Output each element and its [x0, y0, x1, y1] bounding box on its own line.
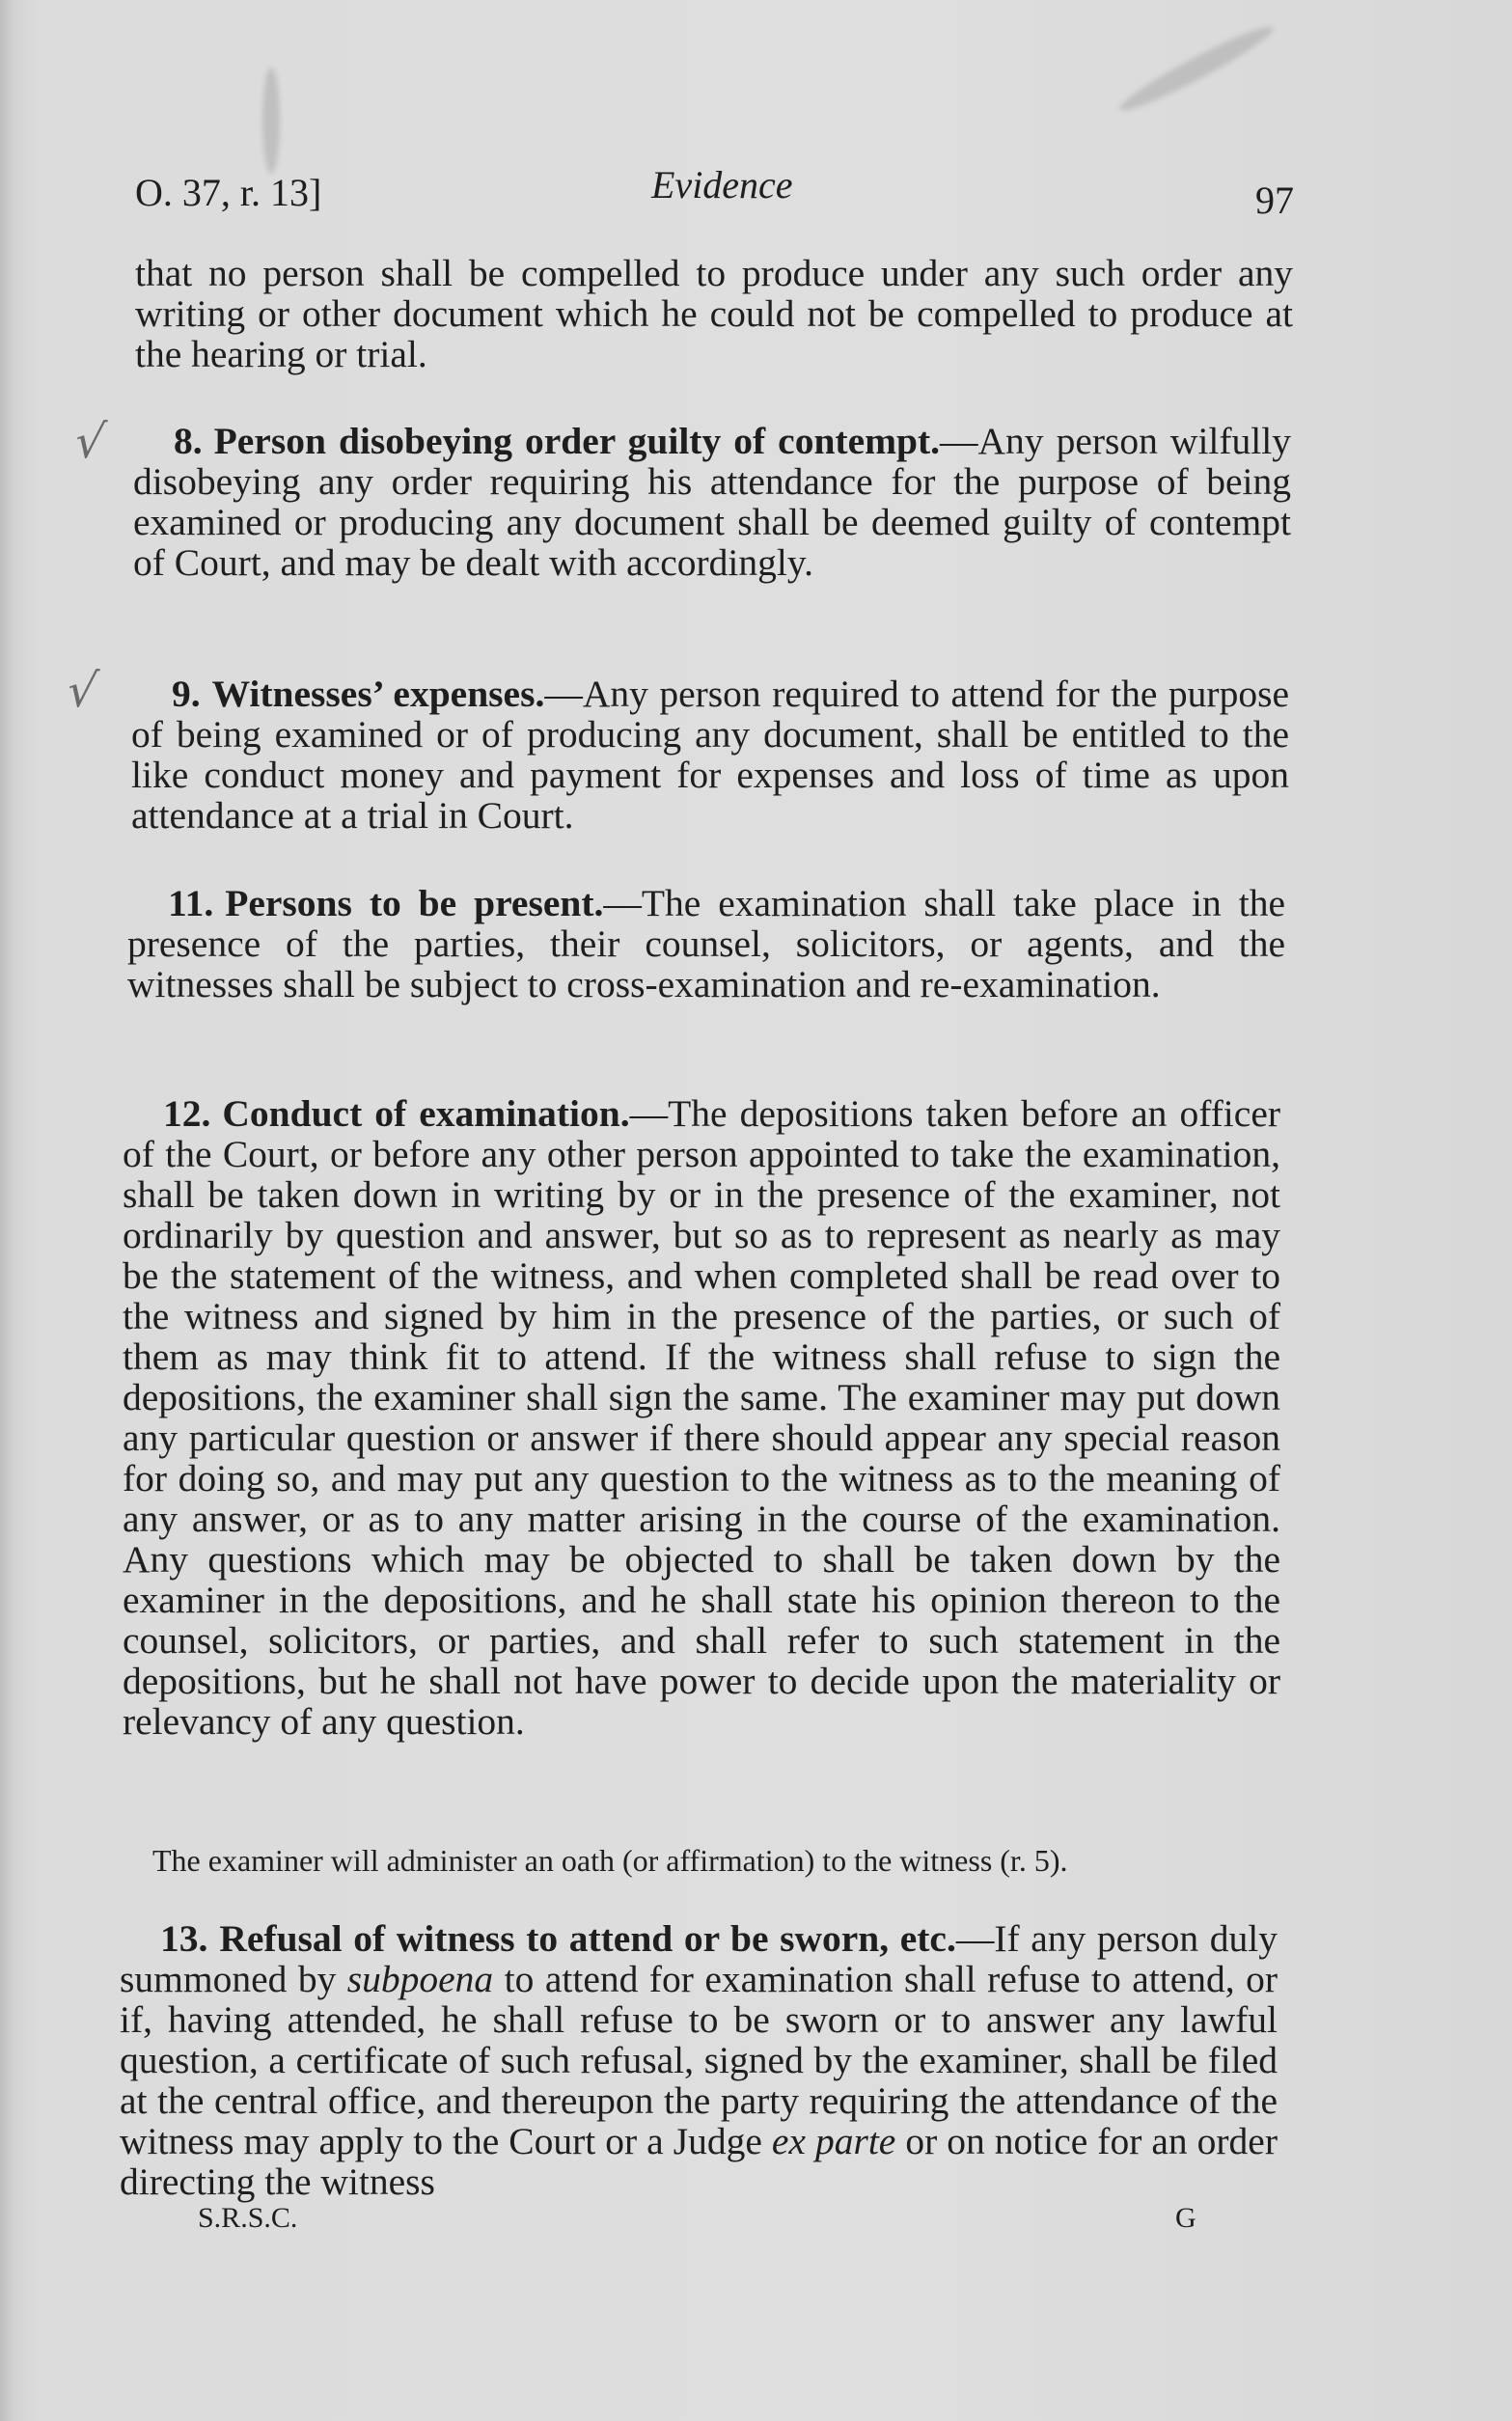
rule-heading: Refusal of witness to attend or be sworn, etc.: [219, 1917, 956, 1960]
rule-number: 13.: [160, 1917, 208, 1960]
rule-9: [131, 674, 1289, 836]
signature-mark-left: S.R.S.C.: [198, 2202, 298, 2234]
rule-paragraph: [123, 1093, 1280, 1742]
rule-paragraph: [127, 883, 1285, 1004]
rule-text: —Any person required to attend for the purpose of being examined or of producing any document, shall be entitled to the like conduct money and payment for expenses and loss of time as upon attendance at a trial in Court.: [131, 673, 1289, 837]
signature-mark-right: G: [1175, 2202, 1196, 2234]
rule-text: to attend for examination shall refuse to attend, or if, having attended, he shall refuse to be sworn or to answer any lawful question, a certificate of such refusal, signed by the examiner, shall be filed at the central office, and thereupon the party requiring the attendance of the witness may apply to the Court or a Judge: [120, 1958, 1278, 2162]
rule-number: 8.: [174, 420, 203, 462]
rule-text: —If any person duly summoned by: [120, 1917, 1278, 2000]
rule-13: [120, 1918, 1278, 2202]
rule-heading: Conduct of examination.: [222, 1092, 630, 1135]
continuation-text: that no person shall be compelled to produce under any such order any writing or other document which he could not be compelled to produce at the hearing or trial.: [135, 252, 1293, 375]
rule-paragraph: [133, 421, 1291, 583]
rule-paragraph: [120, 1918, 1278, 2202]
rule-text-italic: subpoena: [346, 1958, 494, 2000]
rule-text: —Any person wilfully disobeying any order requiring his attendance for the purpose of being examined or producing any document shall be deemed guilty of contempt of Court, and may be dealt with accordingly.: [133, 420, 1291, 584]
continuation-paragraph: [135, 253, 1293, 374]
rule-number: 11.: [168, 882, 214, 924]
rule-heading: Witnesses’ expenses.: [211, 673, 545, 715]
rule-text-italic: ex parte: [771, 2120, 896, 2162]
editorial-note: [152, 1841, 1281, 1880]
rule-11: [127, 883, 1285, 1004]
rule-8: [133, 421, 1291, 583]
header-citation: O. 37, r. 13]: [135, 171, 322, 214]
running-head: [135, 162, 1294, 220]
checkmark-icon: √: [71, 415, 109, 469]
rule-paragraph: [131, 674, 1289, 836]
rule-text: —The depositions taken before an officer of the Court, or before any other person appointed to take the examination, shall be taken down in writing by or in the presence of the examiner, not ordinarily by question and answer, but so as to represent as nearly as may be the statement of the witness, and when completed shall be read over to the witness and signed by him in the presence of the parties, or such of them as may think fit to attend. If the witness shall refuse to sign the depositions, the examiner shall sign the same. The examiner may put down any particular question or answer if there should appear any special reason for doing so, and may put any question to the witness as to the meaning of any answer, or as to any matter arising in the course of the examination. Any questions which may be objected to shall be taken down by the examiner in the depositions, and he shall state his opinion thereon to the counsel, solicitors, or parties, and shall refer to such statement in the depositions, but he shall not have power to decide upon the materiality or relevancy of any question.: [123, 1092, 1281, 1743]
rule-text: —The examination shall take place in the presence of the parties, their counsel, solicitors, or agents, and the witnesses shall be subject to cross-examination and re-examination.: [127, 882, 1285, 1005]
rule-text: or on notice for an order directing the witness: [120, 2120, 1278, 2203]
page-number: 97: [1255, 179, 1294, 222]
header-title: Evidence: [651, 163, 793, 206]
checkmark-icon: √: [64, 664, 101, 718]
rule-heading: Persons to be present.: [225, 882, 604, 924]
rule-12: [123, 1093, 1280, 1742]
note-text: The examiner will administer an oath (or affirmation) to the witness (r. 5).: [152, 1843, 1068, 1878]
rule-number: 9.: [172, 673, 201, 715]
rule-heading: Person disobeying order guilty of contempt.: [213, 420, 941, 462]
rule-number: 12.: [163, 1092, 211, 1135]
smudge-mark: [262, 68, 280, 174]
